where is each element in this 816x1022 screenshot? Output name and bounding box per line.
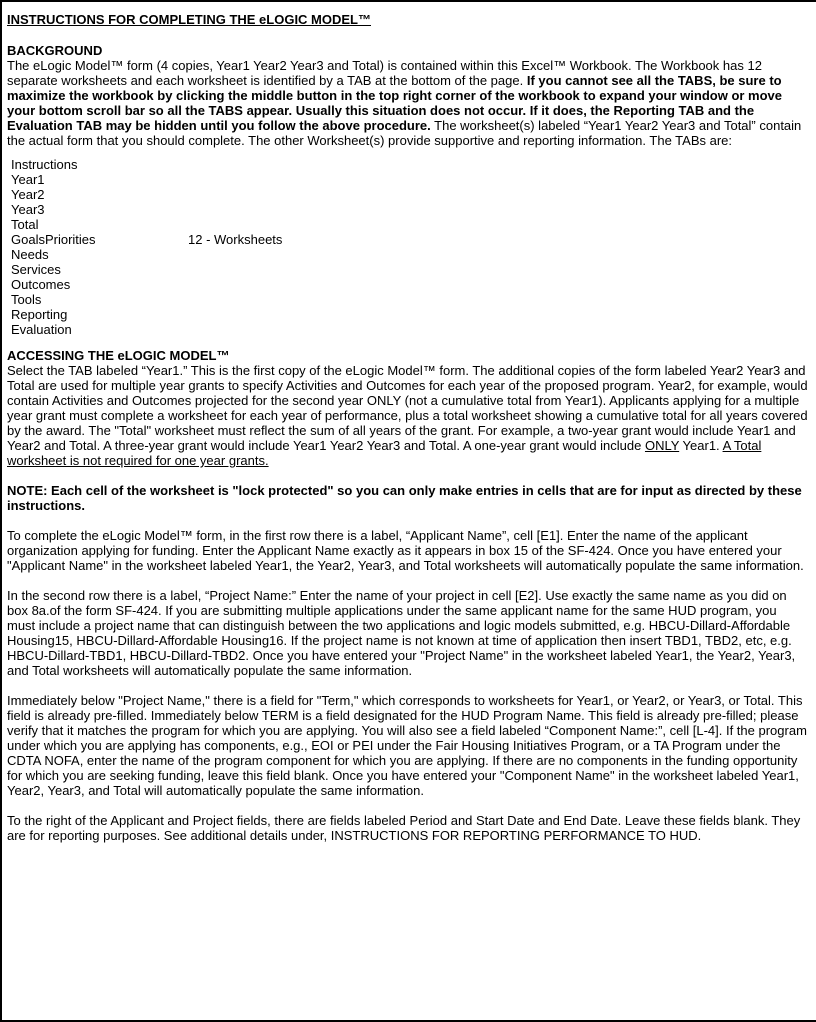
tab-item [11, 307, 808, 322]
tab-item [11, 232, 808, 247]
tab-item [11, 247, 808, 262]
tab-item [11, 277, 808, 292]
tab-item-label: Needs [11, 247, 49, 262]
tab-item-label: Total [11, 217, 39, 232]
tab-item [11, 172, 808, 187]
tab-item-label: Services [11, 262, 61, 277]
background-text-intro: The eLogic Model™ form (4 copies, Year1 Year2 Year3 and Total) is contained within this Excel™ Workbook. The Workbook has 12 separate worksheets and each worksheet is identified by a TAB at the bottom of the page. [7, 58, 762, 88]
background-heading: BACKGROUND [7, 43, 103, 58]
term-component-paragraph: Immediately below "Project Name," there is a field for "Term," which corresponds to worksheets for Year1, or Year2, or Year3, or Total. This field is already pre-filled. Immediately below TERM is a field designated for the HUD Program Name. This field is already pre-filled; please verify that it matches the program for which you are applying. You will also see a field labeled “Component Name:”, cell [L-4]. If the program under which you are applying has components, e.g., EOI or PEI under the Fair Housing Initiatives Program, or a TA Program under the CDTA NOFA, enter the name of the program component for which you are applying. If there are no components in the funding opportunity for which you are seeking funding, leave this field blank. Once you have entered your "Component Name" in the worksheet labeled Year1, Year2, Year3, and Total will automatically populate the same information. [7, 693, 807, 798]
tab-item-label: Outcomes [11, 277, 71, 292]
page-title: INSTRUCTIONS FOR COMPLETING THE eLOGIC MODEL™ [7, 12, 371, 27]
background-text-bold-warning: If you cannot see all the TABS, be sure to maximize the workbook by clicking the middle button in the top right corner of the workbook to expand your window or move your bottom scroll bar so all the TABS appear. Usually this situation does not occur. If it does, the Reporting TAB and the Evaluation TAB may be hidden until you follow the above procedure. [7, 73, 783, 133]
tab-item-label: Reporting [11, 307, 68, 322]
tab-item [11, 202, 808, 217]
tab-item-label: Year2 [11, 187, 45, 202]
accessing-text-underlined-sentence: A Total worksheet is not required for one year grants. [7, 438, 762, 468]
tab-item [11, 157, 808, 172]
tab-item-label: Tools [11, 292, 42, 307]
tabs-list [7, 157, 808, 337]
applicant-name-paragraph: To complete the eLogic Model™ form, in the first row there is a label, “Applicant Name”, cell [E1]. Enter the name of the applicant organization applying for funding. Enter the Applicant Name exactly as it appears in box 15 of the SF-424. Once you have entered your "Applicant Name" in the worksheet labeled Year1, the Year2, Year3, and Total worksheets will automatically populate the same information. [7, 528, 804, 573]
tab-item [11, 217, 808, 232]
tab-item-label: GoalsPriorities [11, 232, 96, 247]
note-paragraph: NOTE: Each cell of the worksheet is "lock protected" so you can only make entries in cells that are for input as directed by these instructions. [7, 483, 802, 513]
accessing-text-mid: Year1. [679, 438, 723, 453]
period-dates-paragraph: To the right of the Applicant and Project fields, there are fields labeled Period and Start Date and End Date. Leave these fields blank. They are for reporting purposes. See additional details under, INSTRUCTIONS FOR REPORTING PERFORMANCE TO HUD. [7, 813, 801, 843]
background-text-after: The worksheet(s) labeled “Year1 Year2 Year3 and Total” contain the actual form that you should complete. The other Worksheet(s) provide supportive and reporting information. The TABs are: [7, 118, 802, 148]
accessing-text-only: ONLY [644, 438, 680, 453]
tab-item [11, 292, 808, 307]
worksheets-count-label: 12 - Worksheets [188, 232, 283, 247]
project-name-paragraph: In the second row there is a label, “Project Name:” Enter the name of your project in cell [E2]. Use exactly the same name as you did on box 8a.of the form SF-424. If you are submitting multiple applications under the same applicant name for the same HUD program, you must include a project name that can distinguish between the two applications and logic models submitted, e.g. HBCU-Dillard-Affordable Housing15, HBCU-Dillard-Affordable Housing16. If the project name is not known at time of application then insert TBD1, TBD2, etc, e.g. HBCU-Dillard-TBD1, HBCU-Dillard-TBD2. Once you have entered your "Project Name" in the worksheet labeled Year1, the Year2, Year3, and Total worksheets will automatically populate the same information. [7, 588, 796, 678]
accessing-text-body: Select the TAB labeled “Year1.” This is the first copy of the eLogic Model™ form. The additional copies of the form labeled Year2 Year3 and Total are used for multiple year grants to specify Activities and Outcomes for each year of the proposed program. Year2, for example, would contain Activities and Outcomes projected for the second year ONLY (not a cumulative total from Year1). Applicants applying for a multiple year grant must complete a worksheet for each year of performance, plus a total worksheet showing a cumulative total for all years covered by the award. The "Total" worksheet must reflect the sum of all years of the grant. For example, a two-year grant would include Year1 and Year2 and Total. A three-year grant would include Year1 Year2 Year3 and Total. A one-year grant would include [7, 363, 808, 453]
tab-item-label: Evaluation [11, 322, 72, 337]
tab-item-label: Year1 [11, 172, 45, 187]
tab-item-label: Instructions [11, 157, 78, 172]
tab-item-label: Year3 [11, 202, 45, 217]
background-paragraph [7, 58, 808, 148]
tab-item [11, 187, 808, 202]
tab-item [11, 322, 808, 337]
tab-item [11, 262, 808, 277]
accessing-heading: ACCESSING THE eLOGIC MODEL™ [7, 348, 230, 363]
accessing-paragraph [7, 363, 808, 468]
